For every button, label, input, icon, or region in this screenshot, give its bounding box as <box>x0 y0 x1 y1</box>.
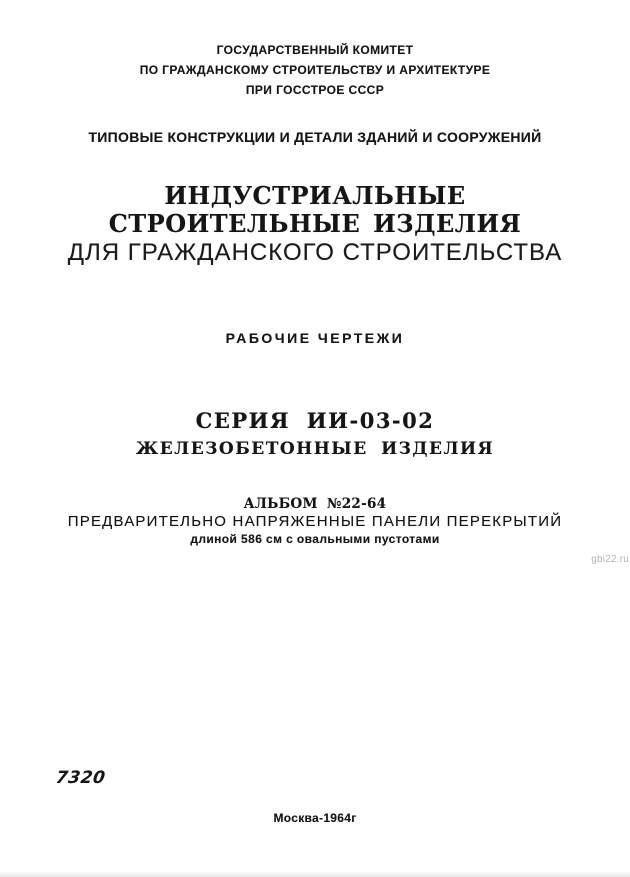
album-detail: длиной 586 см с овальными пустотами <box>190 532 440 546</box>
committee-line-1: ГОСУДАРСТВЕННЫЙ КОМИТЕТ <box>216 43 414 57</box>
series-subtitle: ЖЕЛЕЗОБЕТОННЫЕ ИЗДЕЛИЯ <box>135 439 495 459</box>
album-number: АЛЬБОМ №22-64 <box>243 496 387 512</box>
series-title: СЕРИЯ ИИ-03-02 <box>195 408 435 433</box>
committee-header <box>0 40 630 100</box>
imprint-city-year: Москва-1964г <box>273 811 357 825</box>
main-title-line-2: СТРОИТЕЛЬНЫЕ ИЗДЕЛИЯ <box>108 209 522 238</box>
main-title-line-1: ИНДУСТРИАЛЬНЫЕ <box>164 181 466 210</box>
main-title <box>0 182 630 267</box>
main-title-line-3: ДЛЯ ГРАЖДАНСКОГО СТРОИТЕЛЬСТВА <box>67 239 563 266</box>
scan-edge-shadow <box>0 871 630 877</box>
site-watermark: gbi22.ru <box>591 554 629 565</box>
handwritten-inventory-number: 7320 <box>54 768 107 788</box>
committee-line-2: ПО ГРАЖДАНСКОМУ СТРОИТЕЛЬСТВУ И АРХИТЕКТУРЕ <box>139 63 491 77</box>
series-catalog-line: ТИПОВЫЕ КОНСТРУКЦИИ И ДЕТАЛИ ЗДАНИЙ И СООРУЖЕНИЙ <box>88 129 542 145</box>
series-block <box>0 408 630 465</box>
album-description: ПРЕДВАРИТЕЛЬНО НАПРЯЖЕННЫЕ ПАНЕЛИ ПЕРЕКРЫТИЙ <box>67 513 563 530</box>
album-block <box>0 496 630 548</box>
committee-line-3: ПРИ ГОССТРОЕ СССР <box>245 83 385 97</box>
working-drawings-label: РАБОЧИЕ ЧЕРТЕЖИ <box>225 330 405 346</box>
